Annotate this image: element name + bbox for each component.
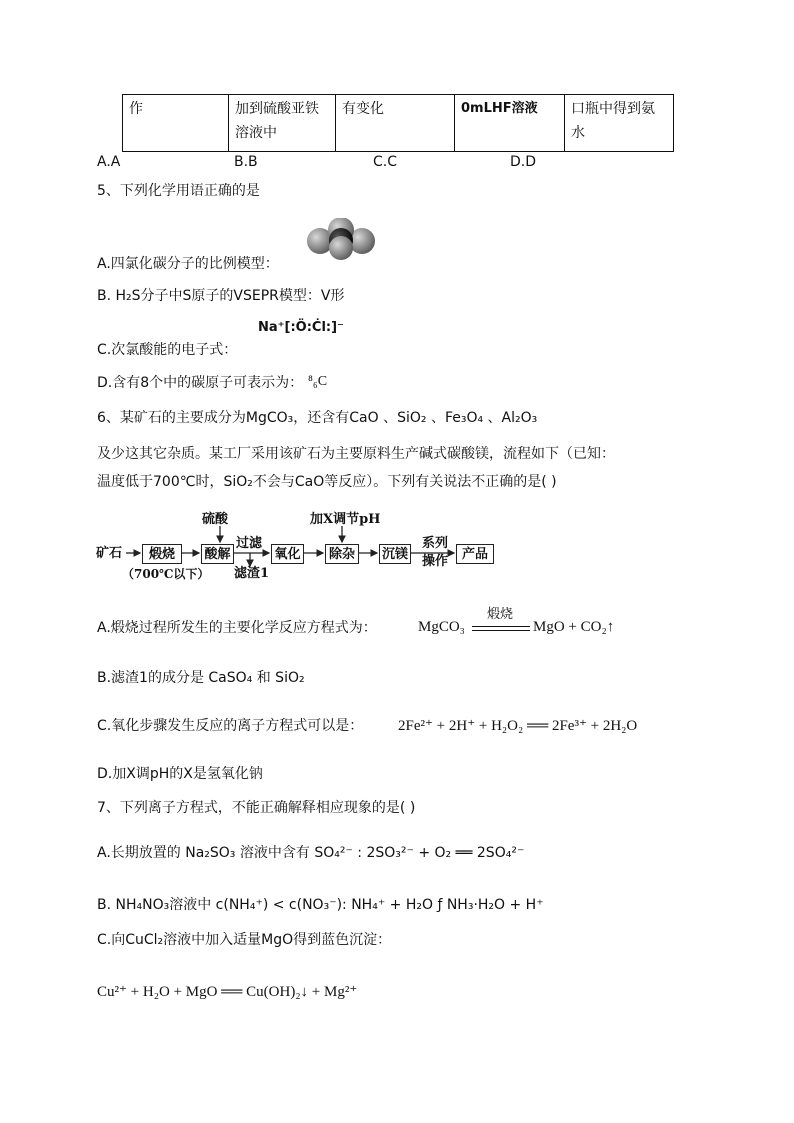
q6-line-2: 及少这其它杂质。某工厂采用该矿石为主要原料生产碱式碳酸镁，流程如下（已知： xyxy=(97,446,615,462)
option-d: D.D xyxy=(510,154,537,170)
q7-stem: 7、下列离子方程式，不能正确解释相应现象的是( ) xyxy=(97,800,416,816)
q5-option-a: A.四氯化碳分子的比例模型： xyxy=(97,256,279,272)
q6-option-a: A.煅烧过程所发生的主要化学反应方程式为： xyxy=(97,620,377,636)
q6-c-equation: 2Fe²⁺ + 2H⁺ + H₂O₂ ══ 2Fe³⁺ + 2H₂O xyxy=(398,718,638,734)
flow-sulfuric-acid: 硫酸 xyxy=(202,512,229,527)
table-cell xyxy=(455,95,565,151)
q6-line-3: 温度低于700℃时，SiO₂不会与CaO等反应）。下列有关说法不正确的是( ) xyxy=(97,474,557,490)
hypochlorite-electron-formula: Na⁺[:Ö:Ċl:]⁻ xyxy=(258,320,344,335)
flow-residue: 滤渣1 xyxy=(234,566,270,581)
ccl4-model-icon xyxy=(306,218,376,260)
table-cell xyxy=(229,95,336,151)
flow-box-oxidize: 氧化 xyxy=(271,544,304,564)
flow-box-precipitate: 沉镁 xyxy=(379,544,411,564)
option-a: A.A xyxy=(97,154,121,170)
table-cell xyxy=(336,95,455,151)
flow-box-calcine: 煅烧 xyxy=(142,544,182,564)
carbon-isotope-symbol: ⁸₆C xyxy=(308,374,328,389)
double-line-arrow xyxy=(472,626,530,631)
flow-filter: 过滤 xyxy=(236,536,263,551)
option-b: B.B xyxy=(234,154,258,170)
table-cell-text: 加到硫酸亚铁 溶液中 xyxy=(235,101,319,141)
table-cell xyxy=(565,95,673,151)
option-c: C.C xyxy=(373,154,398,170)
table-cell-text: 作 xyxy=(129,101,143,117)
q7-option-b: B. NH₄NO₃溶液中 c(NH₄⁺) < c(NO₃⁻): NH₄⁺ + H₂O ƒ NH₃·H₂O + H⁺ xyxy=(97,897,544,913)
q6-option-b: B.滤渣1的成分是 CaSO₄ 和 SiO₂ xyxy=(97,670,305,686)
q6-option-c: C.氧化步骤发生反应的离子方程式可以是： xyxy=(97,718,364,734)
q6-a-condition: 煅烧 xyxy=(486,607,513,622)
q6-line-1: 6、某矿石的主要成分为MgCO₃，还含有CaO 、SiO₂ 、Fe₃O₄ 、Al₂O₃ xyxy=(97,410,538,426)
flow-ore: 矿石 xyxy=(96,546,123,561)
q5-option-c: C.次氯酸能的电子式： xyxy=(97,342,238,358)
flow-calcine-note: （700℃以下） xyxy=(122,567,210,581)
q5-option-b: B. H₂S分子中S原子的VSEPR模型：V形 xyxy=(97,288,345,304)
q5-option-d: D.含有8个中的碳原子可表示为： xyxy=(97,375,304,391)
q6-a-products: MgO + CO₂↑ xyxy=(533,619,615,635)
ccl4-space-filling-model xyxy=(306,218,376,260)
table-cell-text: 有变化 xyxy=(342,101,384,117)
flow-series-1: 系列 xyxy=(422,536,449,551)
q7-option-a: A.长期放置的 Na₂SO₃ 溶液中含有 SO₄²⁻ : 2SO₃²⁻ + O₂ ══ 2SO₄²⁻ xyxy=(97,845,525,861)
flow-series-2: 操作 xyxy=(422,554,449,569)
q6-option-d: D.加X调pH的X是氢氧化钠 xyxy=(97,766,263,782)
answer-table-row xyxy=(122,94,674,152)
table-cell-text: 0mLHF溶液 xyxy=(461,101,538,116)
q5-stem: 5、下列化学用语正确的是 xyxy=(97,183,260,199)
q7-c-equation: Cu²⁺ + H₂O + MgO ══ Cu(OH)₂↓ + Mg²⁺ xyxy=(97,984,358,1000)
q7-option-c: C.向CuCl₂溶液中加入适量MgO得到蓝色沉淀： xyxy=(97,932,392,948)
process-flow-diagram xyxy=(96,508,496,581)
q6-a-reactant: MgCO₃ xyxy=(418,619,465,635)
flow-box-acid-dissolve: 酸解 xyxy=(201,544,234,564)
table-cell xyxy=(123,95,229,151)
flow-box-purify: 除杂 xyxy=(325,544,359,564)
table-cell-text: 口瓶中得到氨 水 xyxy=(571,101,655,141)
flow-add-x: 加X调节pH xyxy=(310,512,381,527)
flow-box-product: 产品 xyxy=(456,544,494,564)
